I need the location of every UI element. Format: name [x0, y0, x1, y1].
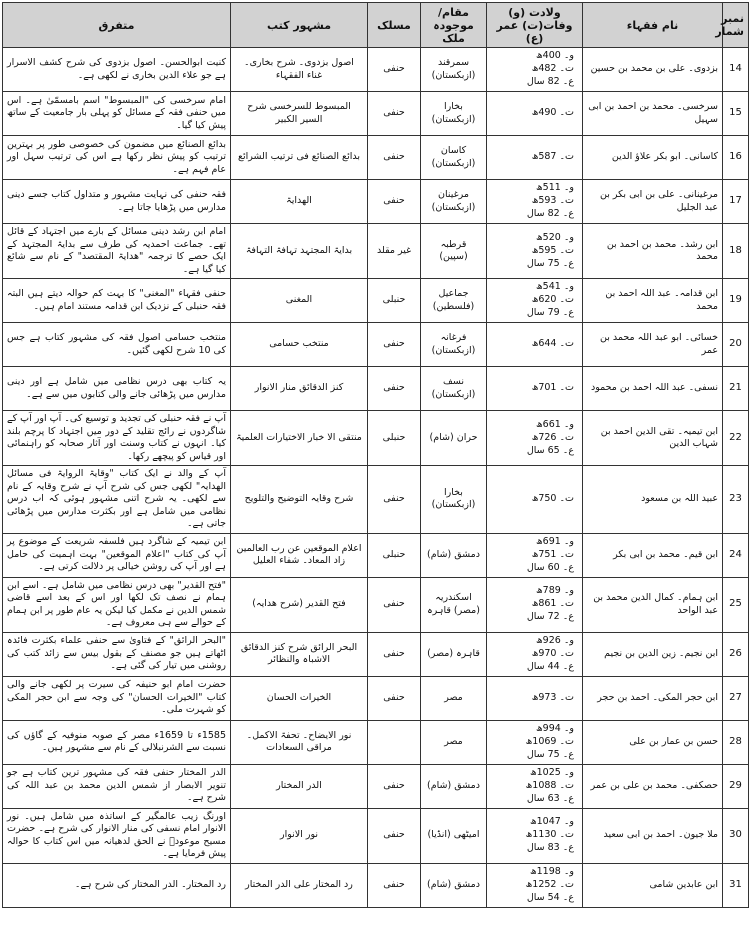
row-number: 23 — [723, 466, 749, 534]
misc-cell: فقہ حنفی کی نہایت مشہور و متداول کتاب جسے دینی مدارس میں پڑھایا جاتا ہے۔ — [3, 180, 231, 224]
misc-cell: آپ کے والد نے ایک کتاب "وقایۃ الروایۃ فی مسائل الھدایہ" لکھی جس کی شرح آپ نے شرح وقایہ کے نام سے لکھی۔ یہ شرح اتنی مشہور ہوئی کہ اب درس نظامی میں شامل ہے اور بکثرت مدارس میں پڑھائی جاتی ہے۔ — [3, 466, 231, 534]
books-cell: المبسوط للسرخسی شرح السیر الکبیر — [231, 92, 368, 136]
place-cell: نسف (ازبکستان) — [421, 367, 487, 411]
birth-date: و۔ 926ھ — [536, 634, 574, 646]
death-date: ت۔ 1252ھ — [525, 878, 574, 890]
age — [491, 120, 574, 133]
dates-cell — [487, 48, 583, 92]
birth-date: و۔ 994ھ — [536, 722, 574, 734]
jurist-name: ابن رشد۔ محمد بن احمد بن محمد — [583, 224, 723, 279]
misc-cell: منتخب حسامی اصول فقہ کی مشہور کتاب ہے جس کی 10 شرح لکھی گئیں۔ — [3, 323, 231, 367]
books-cell: الخیرات الحسان — [231, 676, 368, 720]
dates-cell — [487, 632, 583, 676]
death-date: ت۔ 726ھ — [531, 431, 574, 443]
table-row — [3, 764, 749, 808]
row-number: 21 — [723, 367, 749, 411]
misc-cell: آپ نے فقہ حنبلی کی تجدید و توسیع کی۔ آپ اور آپ کے شاگردوں نے رائج تقلید کے دور میں اجتہاد کا پرچم بلند کیا۔ انہوں نے کتاب وسنت اور آثار صحابہ کو راہنمائی اور قیاس کو پیچھے رکھا۔ — [3, 411, 231, 466]
place-cell: بخارا (ازبکستان) — [421, 466, 487, 534]
maslak-cell: حنفی — [368, 136, 421, 180]
misc-cell: کنیت ابوالحسن۔ اصول بزدوی کی شرح کشف الاسرار ہے جو علاء الدین بخاری نے لکھی ہے۔ — [3, 48, 231, 92]
books-cell: کنز الدقائق منار الانوار — [231, 367, 368, 411]
table-row — [3, 676, 749, 720]
death-date: ت۔ 970ھ — [531, 647, 574, 659]
age — [491, 705, 574, 718]
row-number: 18 — [723, 224, 749, 279]
table-row — [3, 720, 749, 764]
death-date: ت۔ 595ھ — [531, 244, 574, 256]
row-number: 25 — [723, 577, 749, 632]
maslak-cell — [368, 720, 421, 764]
books-cell: الھدایۃ — [231, 180, 368, 224]
row-number: 31 — [723, 863, 749, 907]
death-date: ت۔ 490ھ — [531, 107, 574, 118]
place-cell: بخارا (ازبکستان) — [421, 92, 487, 136]
fuqaha-table — [2, 2, 749, 908]
place-cell: امیٹھی (انڈیا) — [421, 808, 487, 863]
misc-cell: 1585ء تا 1659ء مصر کے صوبہ منوفیہ کے گاؤں کی نسبت سے الشرنبلالی کے نام سے مشہور ہیں۔ — [3, 720, 231, 764]
dates-cell — [487, 411, 583, 466]
misc-cell: الدر المختار حنفی فقہ کی مشہور ترین کتاب ہے جو تنویر الابصار از شمس الدین محمد بن عبد اللہ کی شرح ہے۔ — [3, 764, 231, 808]
place-cell: اسکندریہ (مصر) قاہرہ — [421, 577, 487, 632]
dates-cell — [487, 323, 583, 367]
books-cell: شرح وقایہ التوضیح والتلویح — [231, 466, 368, 534]
birth-date — [491, 138, 574, 151]
misc-cell: حضرت امام ابو حنیفہ کی سیرت پر لکھی جانے والی کتاب "الخیرات الحسان" کی وجہ سے ابن حجر المکی کو شہرت ملی۔ — [3, 676, 231, 720]
death-date: ت۔ 587ھ — [531, 151, 574, 162]
row-number: 26 — [723, 632, 749, 676]
death-date: ت۔ 750ھ — [531, 492, 574, 504]
age — [491, 395, 574, 408]
maslak-cell: حنفی — [368, 323, 421, 367]
misc-cell: امام ابن رشد دینی مسائل کے بارے میں اجتہاد کے قائل تھے۔ جماعت احمدیہ کی طرف سے بدایۃ المجتہد کے ایک حصے کا ترجمہ "ھدایۃ المقتصد" کے نام سے شائع کیا گیا ہے۔ — [3, 224, 231, 279]
row-number: 20 — [723, 323, 749, 367]
place-cell: مصر — [421, 676, 487, 720]
maslak-cell: حنفی — [368, 808, 421, 863]
table-row — [3, 808, 749, 863]
birth-date — [491, 94, 574, 107]
table-row — [3, 863, 749, 907]
place-cell: دمشق (شام) — [421, 764, 487, 808]
jurist-name: ابن عابدین شامی — [583, 863, 723, 907]
jurist-name: کاسانی۔ ابو بکر علاؤ الدین — [583, 136, 723, 180]
dates-cell — [487, 466, 583, 534]
misc-cell: امام سرخسی کی "المبسوط" اسم بامسمّیٰ ہے۔ اس میں حنفی فقہ کے مسائل کو پہلی بار جامعیت کے ساتھ پیش کیا گیا۔ — [3, 92, 231, 136]
death-date: ت۔ 701ھ — [531, 382, 574, 393]
maslak-cell: غیر مقلد — [368, 224, 421, 279]
maslak-cell: حنفی — [368, 92, 421, 136]
jurist-name: مرغینانی۔ علی بن ابی بکر بن عبد الجلیل — [583, 180, 723, 224]
table-row — [3, 367, 749, 411]
age — [491, 351, 574, 364]
dates-cell — [487, 367, 583, 411]
death-date: ت۔ 593ھ — [531, 195, 574, 206]
death-date: ت۔ 1088ھ — [525, 779, 574, 791]
misc-cell: رد المختار۔ الدر المختار کی شرح ہے۔ — [3, 863, 231, 907]
table-row — [3, 279, 749, 323]
place-cell: دمشق (شام) — [421, 863, 487, 907]
table-row — [3, 533, 749, 577]
row-number: 24 — [723, 533, 749, 577]
dates-cell — [487, 764, 583, 808]
row-number: 28 — [723, 720, 749, 764]
birth-date: و۔ 661ھ — [536, 418, 574, 430]
misc-cell: حنفی فقہاء "المغنی" کا بہت کم حوالہ دیتے ہیں البتہ فقہ حنبلی کے نزدیک ابن قدامہ مستند امام ہیں۔ — [3, 279, 231, 323]
birth-date — [491, 369, 574, 382]
place-cell: کاسان (ازبکستان) — [421, 136, 487, 180]
table-row — [3, 577, 749, 632]
row-number: 30 — [723, 808, 749, 863]
age: ع۔ 83 سال — [526, 842, 574, 853]
age — [491, 164, 574, 177]
dates-cell — [487, 180, 583, 224]
maslak-cell: حنفی — [368, 632, 421, 676]
death-date: ت۔ 482ھ — [531, 63, 574, 74]
birth-date — [491, 325, 574, 338]
books-cell: منتقی الا خبار الاختیارات العلمیۃ — [231, 411, 368, 466]
place-cell: قرطبہ (سپین) — [421, 224, 487, 279]
books-cell: نور الانوار — [231, 808, 368, 863]
age: ع۔ 72 سال — [526, 611, 574, 622]
age: ع۔ 82 سال — [526, 208, 574, 219]
row-number: 14 — [723, 48, 749, 92]
misc-cell: "فتح القدیر" بھی درس نظامی میں شامل ہے۔ اسے ابن ہمام نے نصف تک لکھا اور اس کے بعد اسے قاضی شمس الدین نے مکمل کیا لیکن یہ عام طور پر ابن ہمام کے حوالے سے ہی معروف ہے۔ — [3, 577, 231, 632]
age: ع۔ 63 سال — [526, 792, 574, 804]
age: ع۔ 75 سال — [526, 257, 574, 269]
books-cell: بدایۃ المجتہد تہافۃ التہافۃ — [231, 224, 368, 279]
birth-date: و۔ 400ھ — [536, 50, 574, 61]
misc-cell: ابن تیمیہ کے شاگرد ہیں فلسفہ شریعت کے موضوع پر آپ کی کتاب "اعلام الموقعین" بہت اہمیت کی حامل ہے اور آپ کی روشن خیالی پر دلالت کرتی ہے۔ — [3, 533, 231, 577]
birth-date: و۔ 520ھ — [536, 231, 574, 243]
place-cell: حران (شام) — [421, 411, 487, 466]
age: ع۔ 79 سال — [526, 307, 574, 318]
age — [491, 506, 574, 519]
jurist-name: ابن تیمیہ۔ تقی الدین احمد بن شہاب الدین — [583, 411, 723, 466]
maslak-cell: حنفی — [368, 577, 421, 632]
table-row — [3, 180, 749, 224]
jurist-name: ابن حجر المکی۔ احمد بن حجر — [583, 676, 723, 720]
age: ع۔ 60 سال — [526, 561, 574, 573]
row-number: 27 — [723, 676, 749, 720]
misc-cell: "البحر الرائق" کے فتاویٰ سے حنفی علماء بکثرت فائدہ اٹھاتے ہیں جو مصنف کے بقول بیس سے زائد کتب کی روشنی میں تیار کی گئی ہے۔ — [3, 632, 231, 676]
books-cell: فتح القدیر (شرح ھدایہ) — [231, 577, 368, 632]
birth-date — [491, 480, 574, 493]
books-cell: الدر المختار — [231, 764, 368, 808]
place-cell: جماعیل (فلسطین) — [421, 279, 487, 323]
jurist-name: سرخسی۔ محمد بن احمد بن ابی سہیل — [583, 92, 723, 136]
death-date: ت۔ 1069ھ — [525, 735, 574, 747]
header-maslak: مسلک — [368, 3, 421, 48]
books-cell: اصول بزدوی۔ شرح بخاری۔ غناء الفقہاء — [231, 48, 368, 92]
header-misc: متفرق — [3, 3, 231, 48]
maslak-cell: حنبلی — [368, 411, 421, 466]
books-cell: بدائع الصنائع فی ترتیب الشرائع — [231, 136, 368, 180]
row-number: 15 — [723, 92, 749, 136]
dates-cell — [487, 863, 583, 907]
place-cell: قاہرہ (مصر) — [421, 632, 487, 676]
birth-date: و۔ 541ھ — [536, 281, 574, 292]
birth-date: و۔ 511ھ — [536, 182, 574, 193]
death-date: ت۔ 1130ھ — [525, 829, 574, 840]
jurist-name: بزدوی۔ علی بن محمد بن حسین — [583, 48, 723, 92]
place-cell: فرغانہ (ازبکستان) — [421, 323, 487, 367]
maslak-cell: حنبلی — [368, 533, 421, 577]
jurist-name: حسن بن عمار بن علی — [583, 720, 723, 764]
maslak-cell: حنبلی — [368, 279, 421, 323]
dates-cell — [487, 279, 583, 323]
row-number: 29 — [723, 764, 749, 808]
header-dates: ولادت (و) وفات(ت) عمر (ع) — [487, 3, 583, 48]
jurist-name: حصکفی۔ محمد بن علی بن عمر — [583, 764, 723, 808]
dates-cell — [487, 676, 583, 720]
death-date: ت۔ 973ھ — [531, 691, 574, 703]
dates-cell — [487, 92, 583, 136]
jurist-name: ابن ہمام۔ کمال الدین محمد بن عبد الواحد — [583, 577, 723, 632]
jurist-name: ابن قیم۔ محمد بن ابی بکر — [583, 533, 723, 577]
birth-date: و۔ 1047ھ — [529, 816, 574, 827]
birth-date: و۔ 691ھ — [536, 535, 574, 547]
birth-date — [491, 679, 574, 692]
table-row — [3, 136, 749, 180]
dates-cell — [487, 533, 583, 577]
age: ع۔ 44 سال — [526, 660, 574, 672]
row-number: 22 — [723, 411, 749, 466]
place-cell: مرغینان (ازبکستان) — [421, 180, 487, 224]
header-place: مقام/ موجودہ ملک — [421, 3, 487, 48]
jurist-name: نسفی۔ عبد اللہ احمد بن محمود — [583, 367, 723, 411]
misc-cell: اورنگ زیب عالمگیر کے اساتذہ میں شامل ہیں۔ نور الانوار امام نسفی کی منار الانوار کی شرح ہے۔ حضرت مسیح موعودؑ نے الحق لدھیانہ میں اس کتاب کا حوالہ پیش فرمایا ہے۔ — [3, 808, 231, 863]
row-number: 16 — [723, 136, 749, 180]
header-name: نام فقہاء — [583, 3, 723, 48]
jurist-name: ابن قدامہ۔ عبد اللہ احمد بن محمد — [583, 279, 723, 323]
maslak-cell: حنفی — [368, 180, 421, 224]
row-number: 17 — [723, 180, 749, 224]
dates-cell — [487, 720, 583, 764]
maslak-cell: حنفی — [368, 863, 421, 907]
dates-cell — [487, 808, 583, 863]
maslak-cell: حنفی — [368, 466, 421, 534]
dates-cell — [487, 224, 583, 279]
books-cell: البحر الرائق شرح کنز الدقائق الاشباہ والنظائر — [231, 632, 368, 676]
table-row — [3, 323, 749, 367]
table-row — [3, 411, 749, 466]
age: ع۔ 54 سال — [526, 891, 574, 903]
place-cell: مصر — [421, 720, 487, 764]
misc-cell: بدائع الصنائع میں مضمون کی خصوصی طور پر بہترین ترتیب کو پیش نظر رکھا ہے اس کی ترتیب سہل اور عام فہم ہے۔ — [3, 136, 231, 180]
books-cell: المغنی — [231, 279, 368, 323]
maslak-cell: حنفی — [368, 367, 421, 411]
books-cell: اعلام الموقعین عن رب العالمین زاد المعاد۔ شفاء العلیل — [231, 533, 368, 577]
maslak-cell: حنفی — [368, 676, 421, 720]
jurist-name: عبید اللہ بن مسعود — [583, 466, 723, 534]
birth-date: و۔ 1198ھ — [529, 865, 574, 877]
maslak-cell: حنفی — [368, 764, 421, 808]
books-cell: رد المختار علی الدر المختار — [231, 863, 368, 907]
table-row — [3, 224, 749, 279]
maslak-cell: حنفی — [368, 48, 421, 92]
row-number: 19 — [723, 279, 749, 323]
jurist-name: خسائی۔ ابو عبد اللہ محمد بن عمر — [583, 323, 723, 367]
books-cell: منتخب حسامی — [231, 323, 368, 367]
death-date: ت۔ 644ھ — [531, 338, 574, 349]
table-row — [3, 632, 749, 676]
age: ع۔ 82 سال — [526, 76, 574, 87]
table-row — [3, 92, 749, 136]
dates-cell — [487, 136, 583, 180]
books-cell: نور الایضاح۔ تحفۃ الاکمل۔ مراقی السعادات — [231, 720, 368, 764]
place-cell: دمشق (شام) — [421, 533, 487, 577]
birth-date: و۔ 789ھ — [536, 585, 574, 596]
table-row — [3, 48, 749, 92]
death-date: ت۔ 861ھ — [531, 598, 574, 609]
age: ع۔ 75 سال — [526, 748, 574, 760]
header-no: نمبر شمار — [723, 3, 749, 48]
place-cell: سمرقند (ازبکستان) — [421, 48, 487, 92]
age: ع۔ 65 سال — [526, 444, 574, 456]
table-row — [3, 466, 749, 534]
header-books: مشہور کتب — [231, 3, 368, 48]
dates-cell — [487, 577, 583, 632]
jurist-name: ملا جیون۔ احمد بن ابی سعید — [583, 808, 723, 863]
death-date: ت۔ 620ھ — [531, 294, 574, 305]
jurist-name: ابن نجیم۔ زین الدین بن نجیم — [583, 632, 723, 676]
misc-cell: یہ کتاب بھی درس نظامی میں شامل ہے اور دینی مدارس میں پڑھائی جانے والی کتابوں میں سے ہے۔ — [3, 367, 231, 411]
death-date: ت۔ 751ھ — [531, 548, 574, 560]
table-body — [3, 48, 749, 908]
header-row — [3, 3, 749, 48]
birth-date: و۔ 1025ھ — [529, 766, 574, 778]
